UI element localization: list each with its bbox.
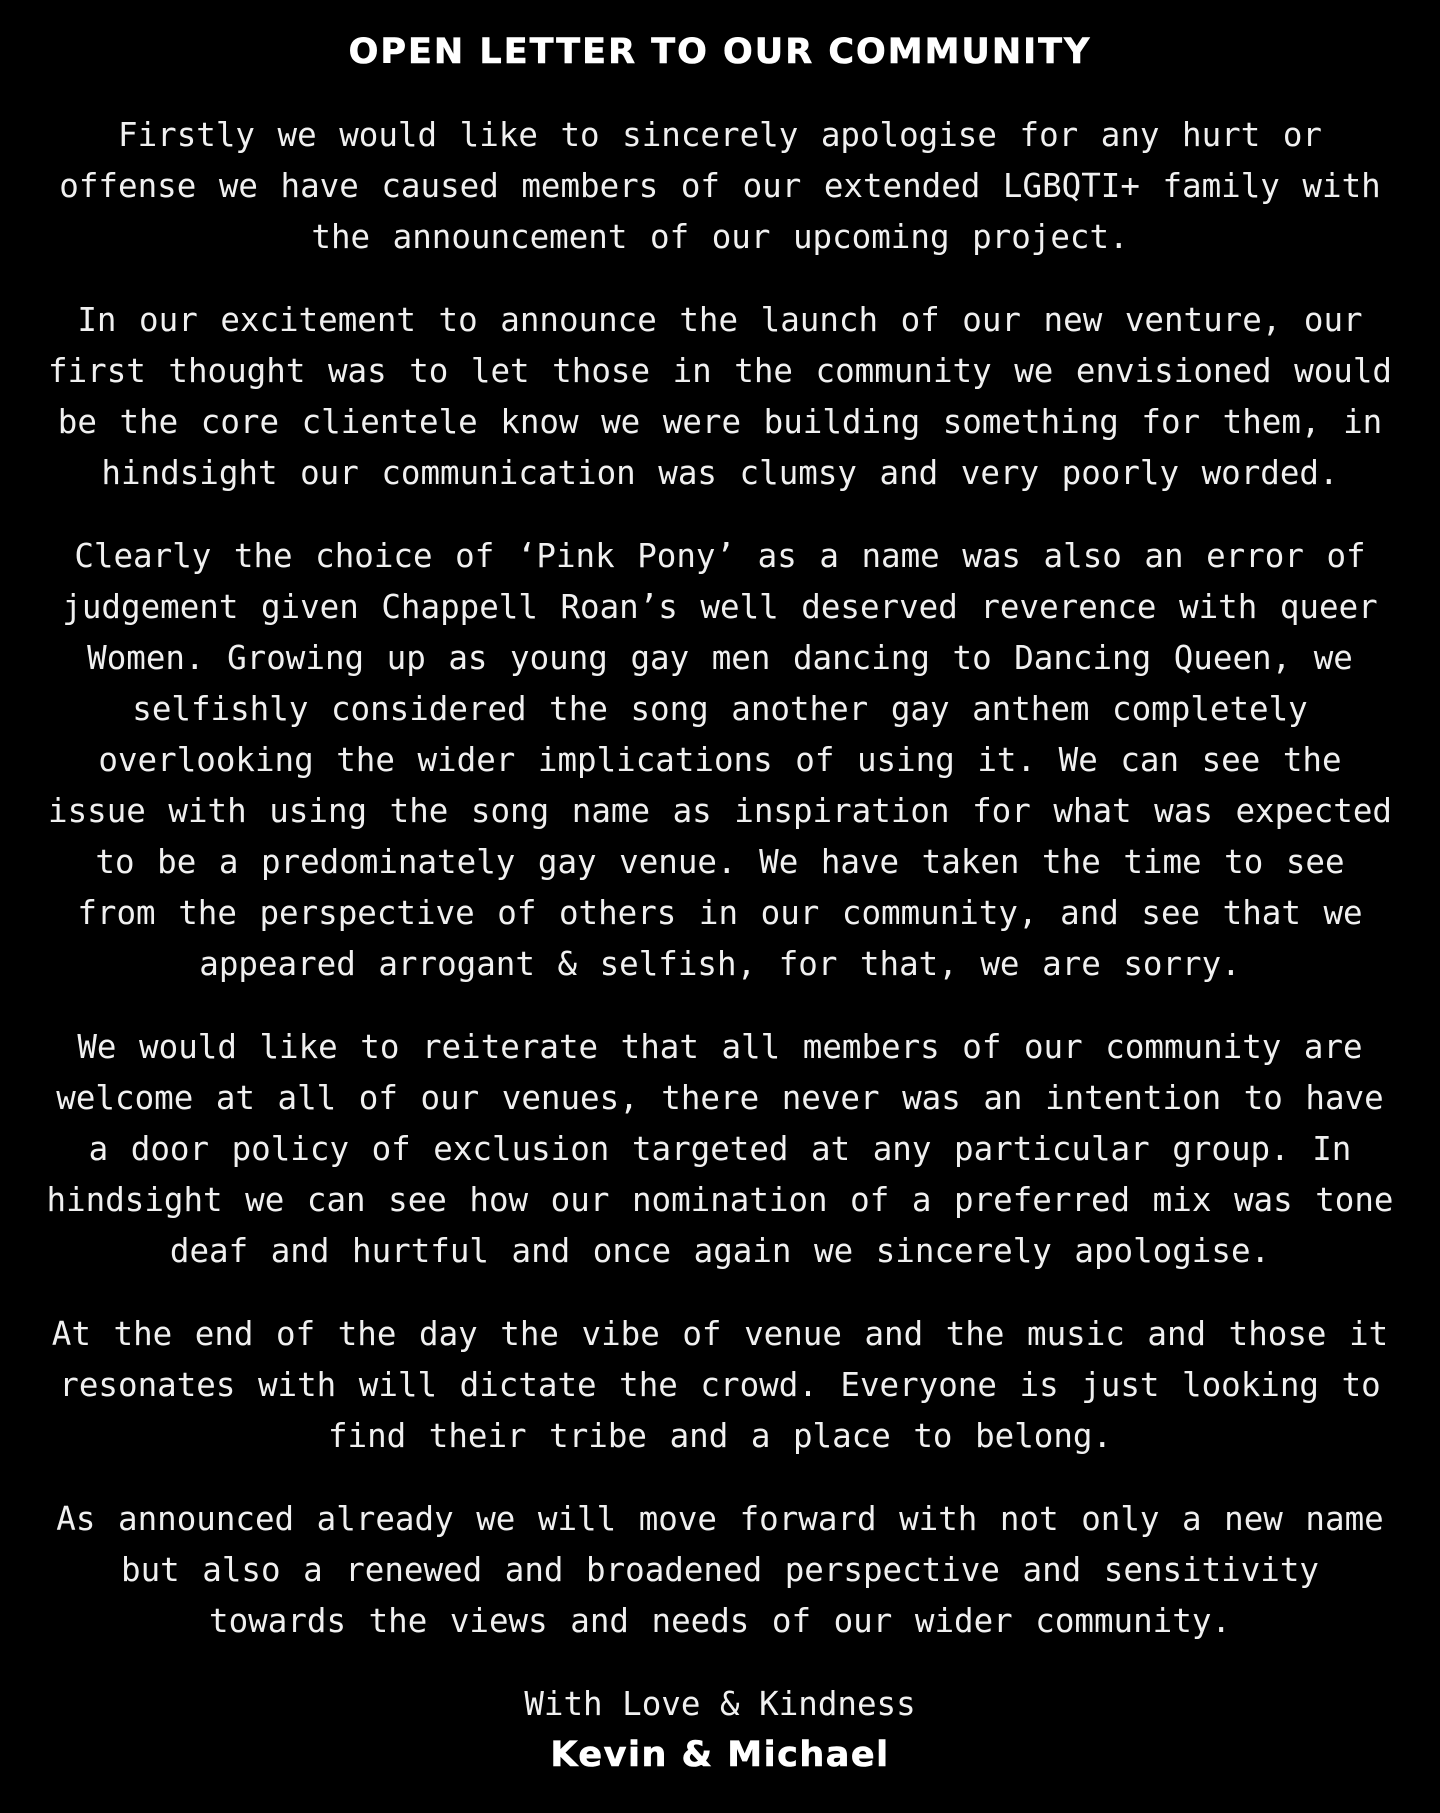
paragraph-vibe: At the end of the day the vibe of venue and the music and those it resonates with will dictate the crowd. Everyone is just looking to find their tribe and a place to belong. [51, 1315, 1389, 1455]
paragraph-apology: Firstly we would like to sincerely apologise for any hurt or offense we have caused members of our extended LGBQTI+ family with the announcement of our upcoming project. [59, 116, 1381, 256]
paragraph-excitement: In our excitement to announce the launch of our new venture, our first thought was to let those in the community we envisioned would be the core clientele know we were building something for them, in hindsight our communication was clumsy and very poorly worded. [48, 301, 1392, 492]
letter-title: OPEN LETTER TO OUR COMMUNITY [348, 32, 1092, 72]
paragraph-name-choice: Clearly the choice of ‘Pink Pony’ as a name was also an error of judgement given Chappell Roan’s well deserved reverence with queer Women. Growing up as young gay men dancing to Dancing Queen, we selfishly considered the song another gay anthem completely overlooking the wider implications of using it. We can see the issue with using the song name as inspiration for what was expected to be a predominately gay venue. We have taken the time to see from the perspective of others in our community, and see that we appeared arrogant & selfish, for that, we are sorry. [48, 537, 1392, 983]
closing-line: With Love & Kindness [524, 1685, 916, 1723]
signature: Kevin & Michael [550, 1735, 890, 1775]
paragraph-moving-forward: As announced already we will move forward with not only a new name but also a renewed and broadened perspective and sensitivity towards the views and needs of our wider community. [56, 1500, 1384, 1640]
paragraph-welcome: We would like to reiterate that all members of our community are welcome at all of our venues, there never was an intention to have a door policy of exclusion targeted at any particular group. In hindsight we can see how our nomination of a preferred mix was tone deaf and hurtful and once again we sincerely apologise. [46, 1028, 1394, 1270]
